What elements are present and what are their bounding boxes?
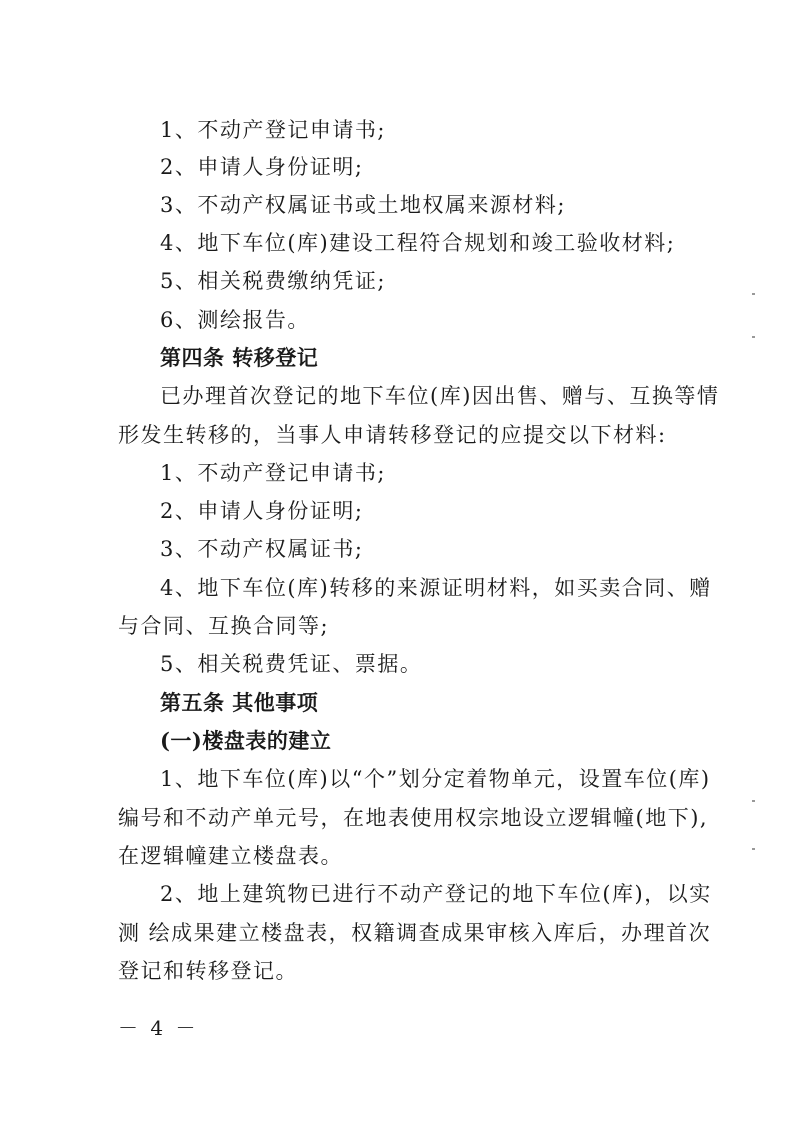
- list-item: 4、地下车位(库)建设工程符合规划和竣工验收材料;: [160, 231, 676, 255]
- paragraph-line: 2、地上建筑物已进行不动产登记的地下车位(库)，以实: [160, 882, 712, 906]
- paragraph-line: 在逻辑幢建立楼盘表。: [118, 844, 343, 868]
- list-item: 3、不动产权属证书或土地权属来源材料;: [160, 193, 566, 217]
- list-item: 5、相关税费缴纳凭证;: [160, 269, 386, 293]
- scan-mark: [752, 293, 755, 295]
- list-item: 3、不动产权属证书;: [160, 537, 364, 561]
- paragraph-line: 1、地下车位(库)以“个”划分定着物单元，设置车位(库): [160, 767, 711, 791]
- list-item-continuation: 与合同、互换合同等;: [118, 614, 330, 638]
- list-item: 1、不动产登记申请书;: [160, 461, 386, 485]
- article-4-intro-line: 形发生转移的，当事人申请转移登记的应提交以下材料:: [118, 423, 667, 447]
- list-item: 5、相关税费凭证、票据。: [160, 652, 423, 676]
- list-item: 1、不动产登记申请书;: [160, 118, 386, 142]
- scan-mark: [752, 848, 755, 850]
- paragraph-line: 测 绘成果建立楼盘表，权籍调查成果审核入库后，办理首次: [118, 921, 712, 945]
- scan-mark: [752, 800, 755, 802]
- list-item: 2、申请人身份证明;: [160, 499, 364, 523]
- article-5-heading: 第五条 其他事项: [160, 691, 319, 715]
- list-item: 4、地下车位(库)转移的来源证明材料，如买卖合同、赠: [160, 576, 712, 600]
- article-4-intro-line: 已办理首次登记的地下车位(库)因出售、赠与、互换等情: [160, 384, 720, 408]
- page-number: － 4 －: [118, 1016, 199, 1040]
- article-4-heading: 第四条 转移登记: [160, 346, 319, 370]
- scan-mark: [752, 336, 755, 338]
- paragraph-line: 登记和转移登记。: [118, 959, 298, 983]
- list-item: 2、申请人身份证明;: [160, 155, 364, 179]
- list-item: 6、测绘报告。: [160, 308, 310, 332]
- article-5-subheading: (一)楼盘表的建立: [160, 728, 332, 753]
- paragraph-line: 编号和不动产单元号，在地表使用权宗地设立逻辑幢(地下),: [118, 806, 709, 830]
